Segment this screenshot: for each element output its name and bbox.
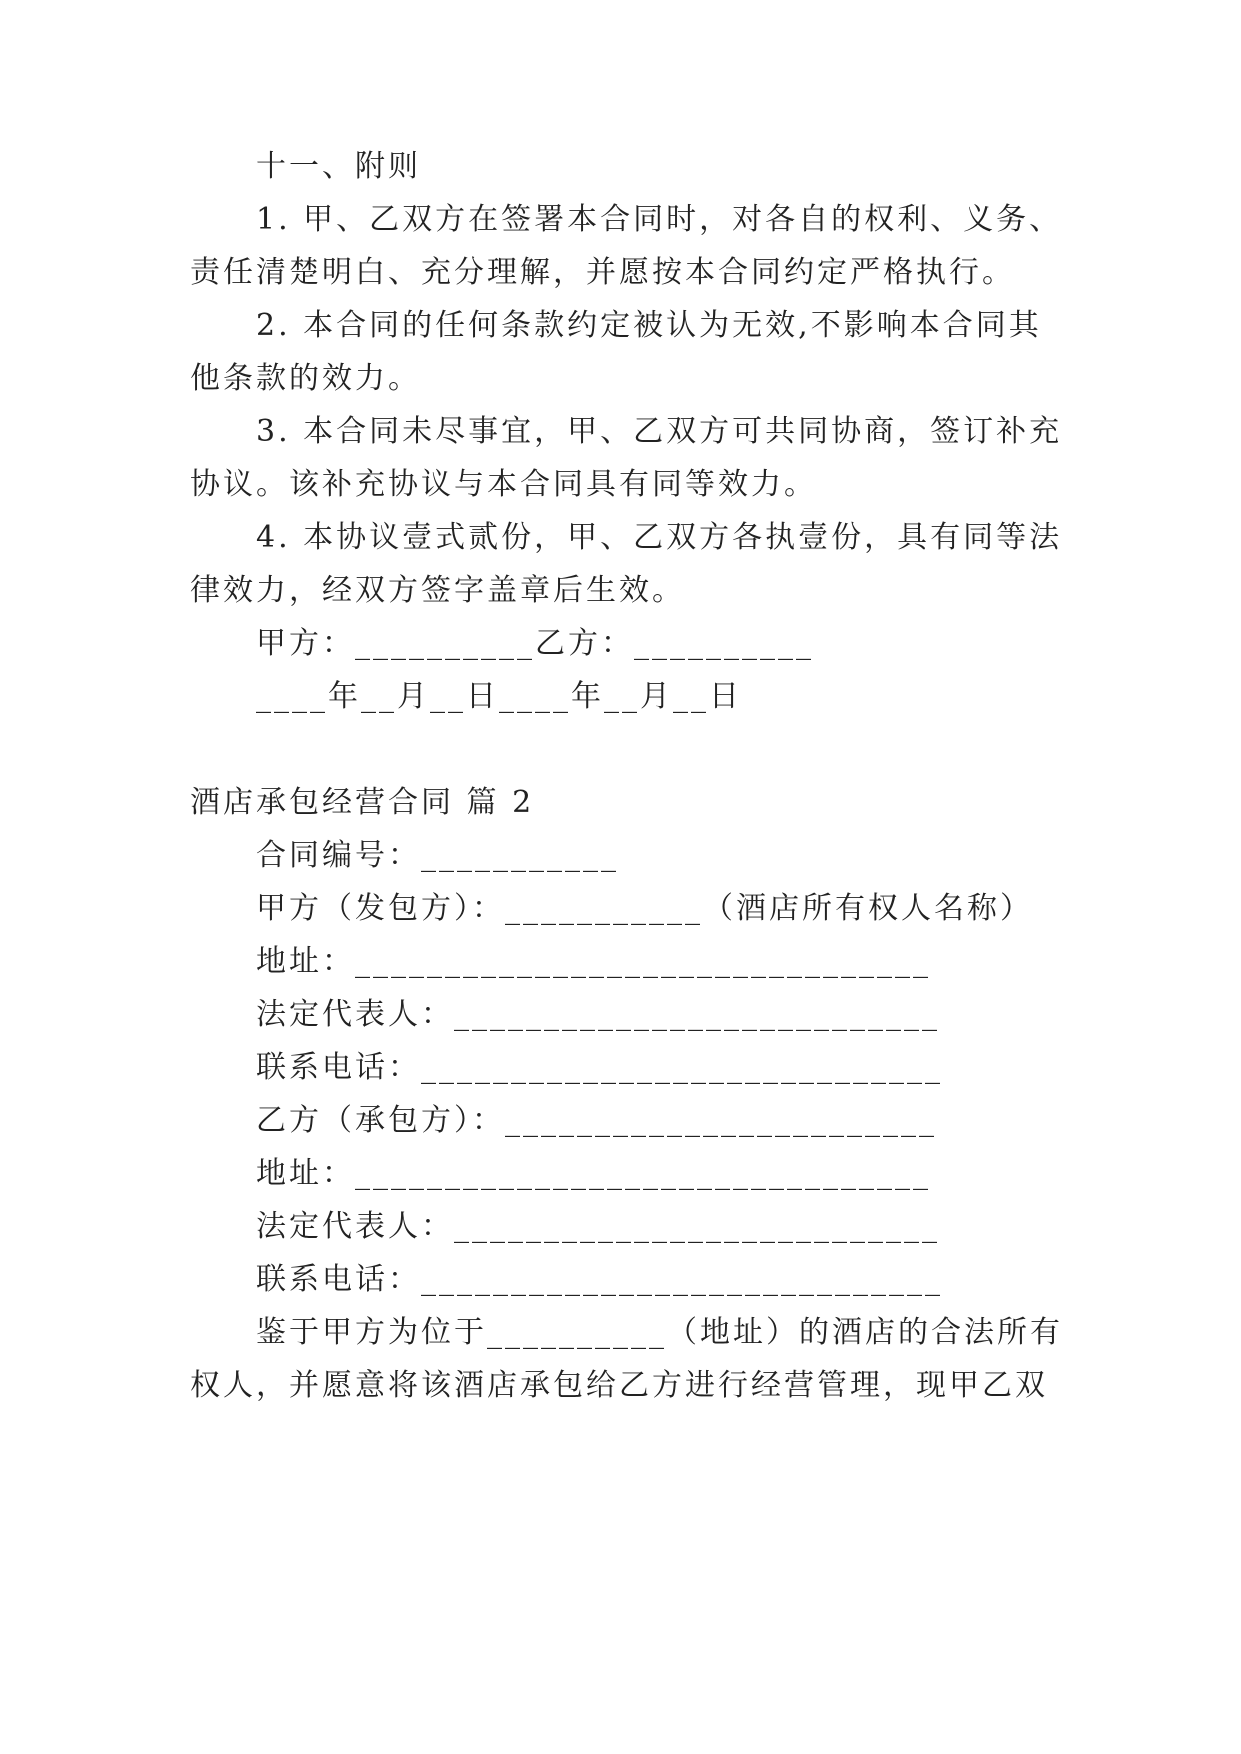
recital-line-2: 权人，并愿意将该酒店承包给乙方进行经营管理，现甲乙双: [190, 1368, 1048, 1403]
clause-3-line-2: 协议。该补充协议与本合同具有同等效力。: [190, 467, 817, 502]
party-a-phone: 联系电话：_____________________________: [256, 1050, 943, 1085]
signature-line: 甲方：__________乙方：__________: [256, 626, 814, 661]
party-b-representative: 法定代表人：___________________________: [256, 1209, 940, 1244]
party-a-address: 地址：________________________________: [256, 944, 931, 979]
clause-1-line-2: 责任清楚明白、充分理解，并愿按本合同约定严格执行。: [190, 255, 1015, 290]
clause-2-line-1: 2. 本合同的任何条款约定被认为无效,不影响本合同其: [256, 308, 1042, 343]
recital-line-1: 鉴于甲方为位于__________（地址）的酒店的合法所有: [256, 1315, 1063, 1350]
clause-1-line-1: 1. 甲、乙双方在签署本合同时，对各自的权利、义务、: [256, 202, 1063, 237]
clause-2-line-2: 他条款的效力。: [190, 361, 421, 396]
section-heading: 十一、附则: [256, 149, 421, 184]
clause-4-line-2: 律效力，经双方签字盖章后生效。: [190, 573, 685, 608]
clause-4-line-1: 4. 本协议壹式贰份，甲、乙双方各执壹份，具有同等法: [256, 520, 1063, 555]
party-b: 乙方（承包方）：________________________: [256, 1103, 937, 1138]
contract-2-title: 酒店承包经营合同 篇 2: [190, 785, 535, 820]
party-a-representative: 法定代表人：___________________________: [256, 997, 940, 1032]
party-b-phone: 联系电话：_____________________________: [256, 1262, 943, 1297]
contract-number: 合同编号：___________: [256, 838, 619, 873]
party-b-address: 地址：________________________________: [256, 1156, 931, 1191]
date-line: ____年__月__日____年__月__日: [256, 679, 742, 714]
clause-3-line-1: 3. 本合同未尽事宜，甲、乙双方可共同协商，签订补充: [256, 414, 1063, 449]
party-a: 甲方（发包方）：___________（酒店所有权人名称）: [256, 891, 1033, 926]
